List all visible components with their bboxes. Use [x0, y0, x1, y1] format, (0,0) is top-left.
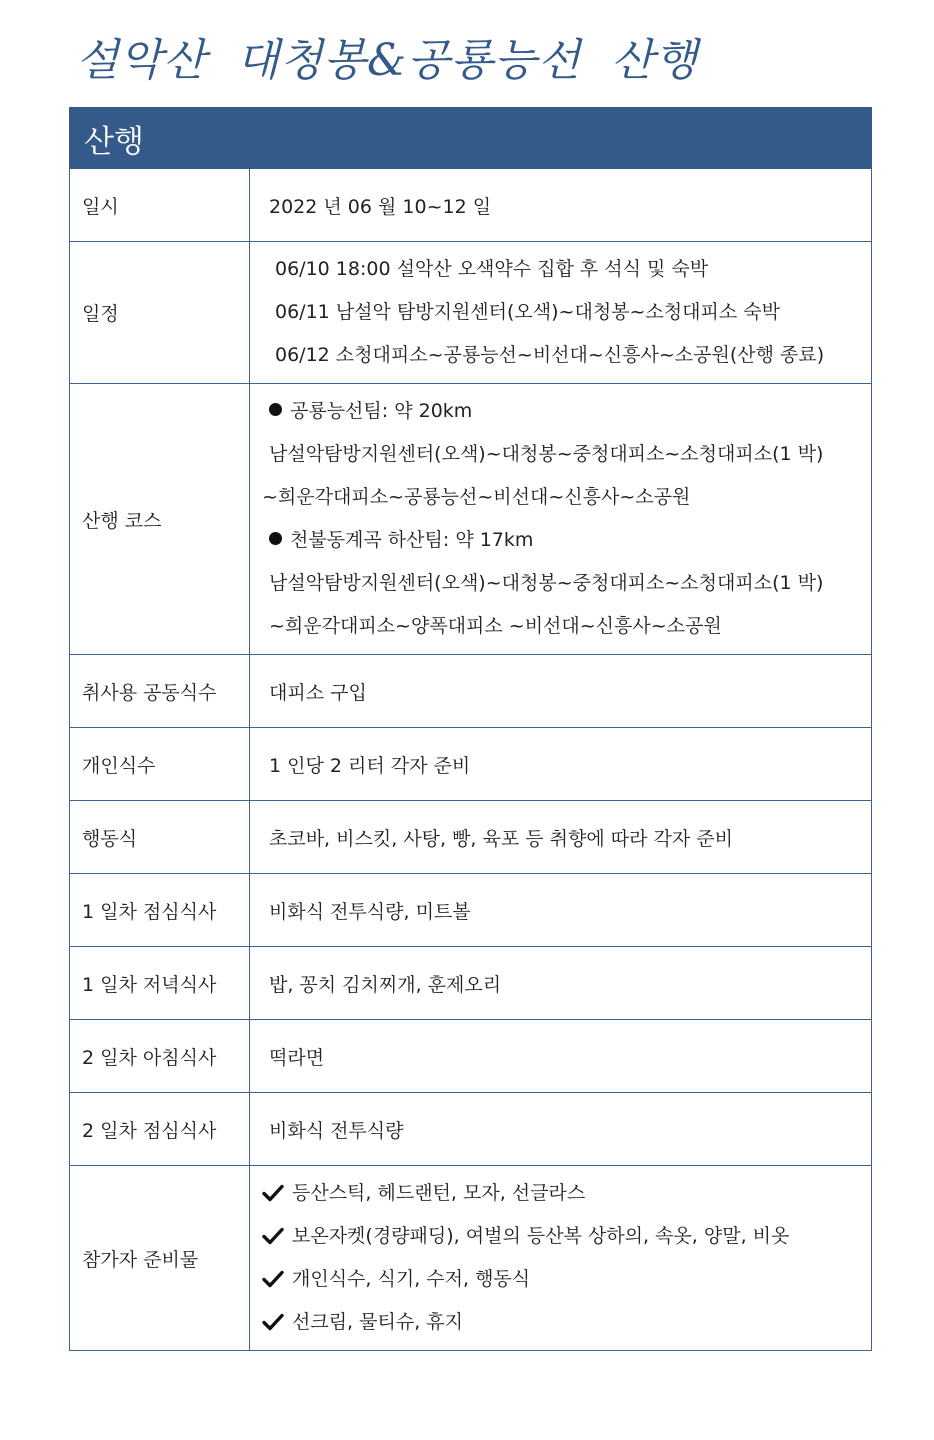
row-label: 1 일차 저녁식사 [70, 947, 250, 1020]
table-row-day2-lunch [70, 1093, 872, 1166]
checkmark-icon [262, 1270, 284, 1288]
checkmark-icon [262, 1227, 284, 1245]
course-team-heading [269, 519, 871, 562]
schedule-line: 06/11 남설악 탐방지원센터(오색)~대청봉~소청대피소 숙박 [275, 301, 780, 323]
row-value: 비화식 전투식량 [250, 1093, 872, 1166]
table-row-day2-breakfast [70, 1020, 872, 1093]
row-label: 2 일차 점심식사 [70, 1093, 250, 1166]
supplies-list [269, 1166, 871, 1350]
supply-item-text: 개인식수, 식기, 수저, 행동식 [292, 1268, 531, 1290]
supply-item [262, 1172, 871, 1215]
row-value: 비화식 전투식량, 미트볼 [250, 874, 872, 947]
supply-item [262, 1215, 871, 1258]
row-value [250, 242, 872, 384]
row-label: 일정 [70, 242, 250, 384]
row-value: 1 인당 2 리터 각자 준비 [250, 728, 872, 801]
table-row-day1-dinner [70, 947, 872, 1020]
schedule-lines [269, 242, 871, 383]
supply-item-text: 선크림, 물티슈, 휴지 [292, 1311, 463, 1333]
row-value [250, 1166, 872, 1351]
row-label: 1 일차 점심식사 [70, 874, 250, 947]
row-value: 밥, 꽁치 김치찌개, 훈제오리 [250, 947, 872, 1020]
section-header-row [70, 108, 872, 169]
document-title: 설악산 대청봉&공룡능선 산행 [76, 35, 699, 86]
row-value: 2022 년 06 월 10~12 일 [250, 169, 872, 242]
table-row-personal-water [70, 728, 872, 801]
row-value: 초코바, 비스킷, 사탕, 빵, 육포 등 취향에 따라 각자 준비 [250, 801, 872, 874]
row-value: 떡라면 [250, 1020, 872, 1093]
checkmark-icon [262, 1184, 284, 1202]
row-label: 취사용 공동식수 [70, 655, 250, 728]
course-route-line: ~희운각대피소~양폭대피소 ~비선대~신흥사~소공원 [269, 615, 722, 637]
schedule-line: 06/10 18:00 설악산 오색약수 집합 후 석식 및 숙박 [275, 258, 709, 280]
table-row-day1-lunch [70, 874, 872, 947]
row-value: 대피소 구입 [250, 655, 872, 728]
course-team-name: 공룡능선팀: 약 20km [290, 400, 473, 422]
table-row-snacks [70, 801, 872, 874]
course-lines [262, 384, 871, 654]
course-route-line: 남설악탐방지원센터(오색)~대청봉~중청대피소~소청대피소(1 박) [269, 572, 824, 594]
table-row-supplies [70, 1166, 872, 1351]
row-label: 개인식수 [70, 728, 250, 801]
table-row-course [70, 384, 872, 655]
course-team-name: 천불동계곡 하산팀: 약 17km [290, 529, 534, 551]
hiking-plan-table [69, 107, 872, 1351]
course-team-heading [269, 390, 871, 433]
row-label: 2 일차 아침식사 [70, 1020, 250, 1093]
row-label: 산행 코스 [70, 384, 250, 655]
supply-item [262, 1301, 871, 1344]
table-row-shared-meal [70, 655, 872, 728]
row-label: 일시 [70, 169, 250, 242]
course-route-line: 남설악탐방지원센터(오색)~대청봉~중청대피소~소청대피소(1 박) [269, 443, 824, 465]
supply-item-text: 등산스틱, 헤드랜턴, 모자, 선글라스 [292, 1182, 586, 1204]
row-label: 참가자 준비물 [70, 1166, 250, 1351]
filled-circle-bullet-icon [269, 532, 282, 545]
table-row-schedule [70, 242, 872, 384]
checkmark-icon [262, 1313, 284, 1331]
row-value [250, 384, 872, 655]
supply-item-text: 보온자켓(경량패딩), 여벌의 등산복 상하의, 속옷, 양말, 비옷 [292, 1225, 790, 1247]
section-heading: 산행 [70, 108, 872, 169]
schedule-line: 06/12 소청대피소~공룡능선~비선대~신흥사~소공원(산행 종료) [275, 344, 825, 366]
row-label: 행동식 [70, 801, 250, 874]
table-row-date [70, 169, 872, 242]
filled-circle-bullet-icon [269, 403, 282, 416]
supply-item [262, 1258, 871, 1301]
course-route-line: ~희운각대피소~공룡능선~비선대~신흥사~소공원 [262, 486, 691, 508]
